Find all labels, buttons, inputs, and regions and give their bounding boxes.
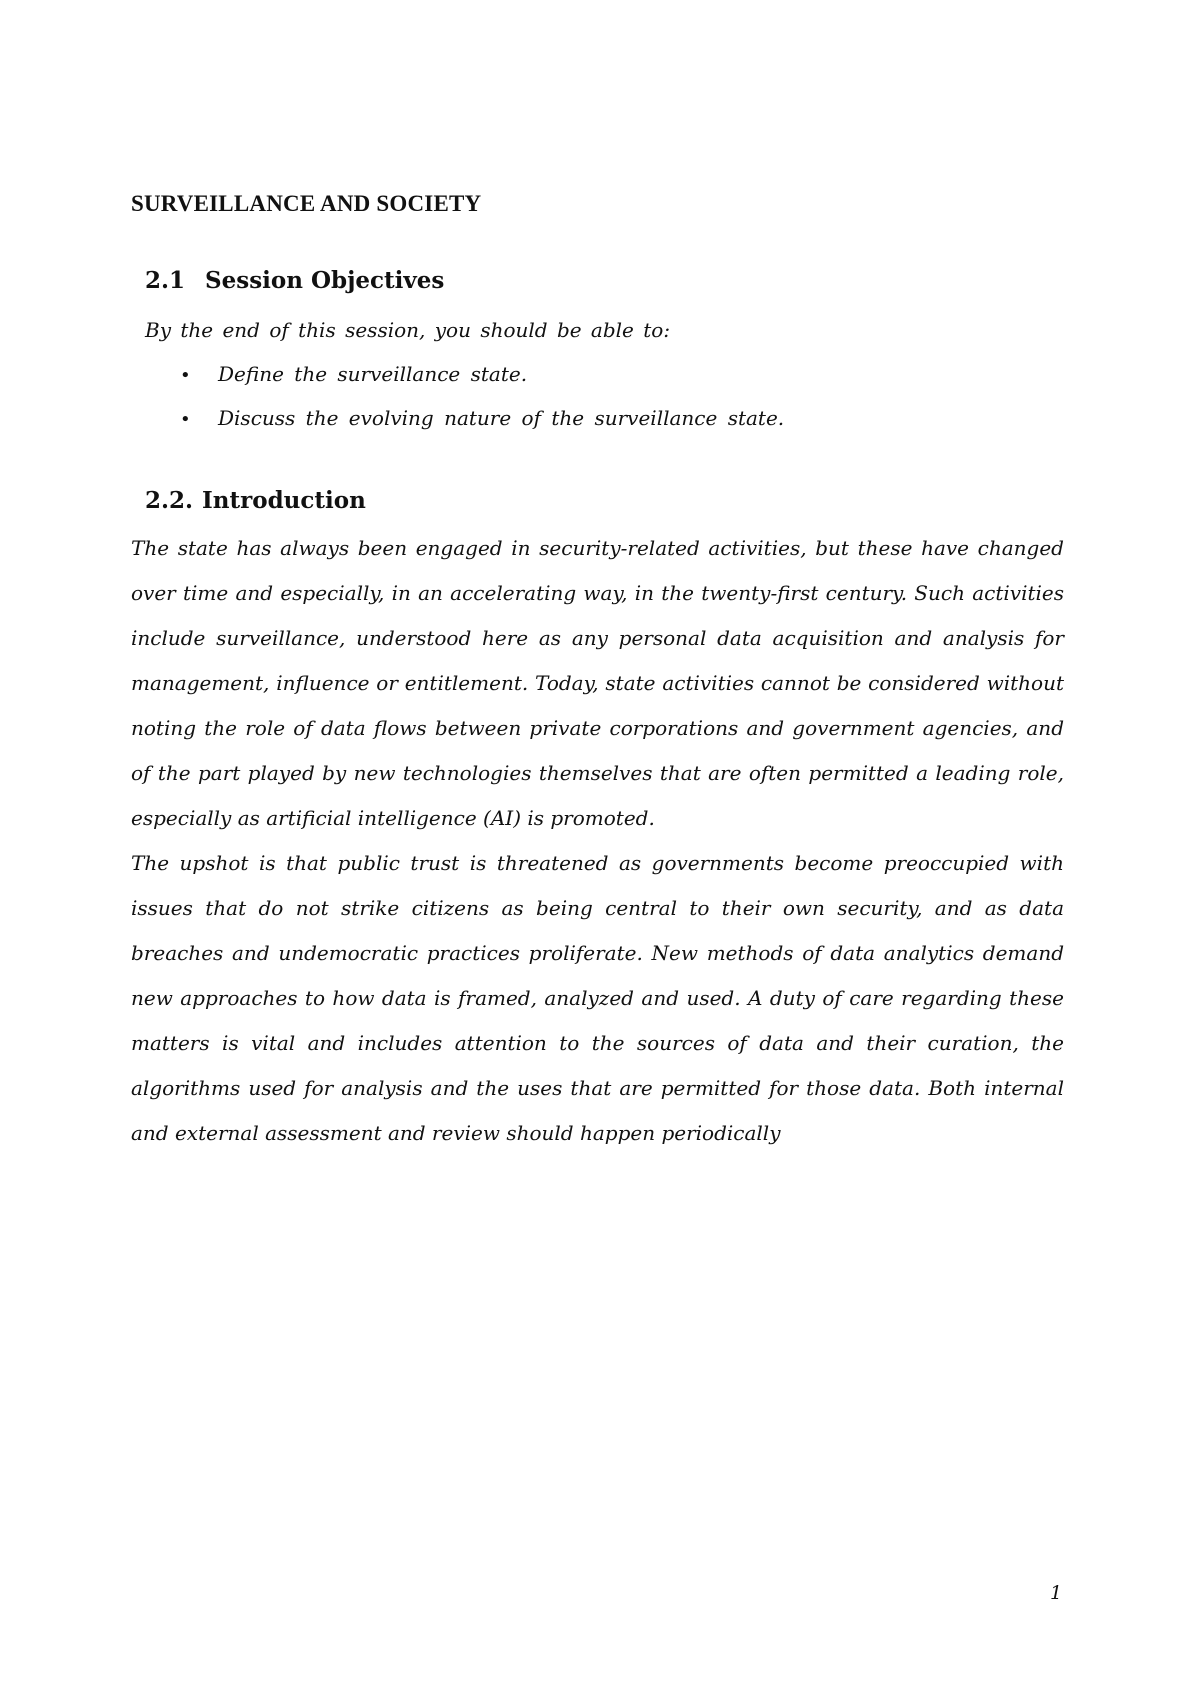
session-objectives-heading — [145, 267, 444, 294]
body-paragraph: The upshot is that public trust is threatened as governments become preoccupied with issues that do not strike citizens as being central to their own security, and as data breaches and undemocratic practices proliferate. New methods of data analytics demand new approaches to how data is framed, analyzed and used. A duty of care regarding these matters is vital and includes attention to the sources of data and their curation, the algorithms used for analysis and the uses that are permitted for those data. Both internal and external assessment and review should happen periodically — [131, 851, 1064, 1145]
document-title: SURVEILLANCE AND SOCIETY — [131, 191, 482, 216]
page-number: 1 — [1050, 1582, 1063, 1604]
objectives-intro: By the end of this session, you should be able to: — [145, 318, 671, 342]
section-title: Introduction — [202, 487, 366, 514]
section-number: 2.2. — [145, 487, 194, 514]
bullet-icon: • — [180, 409, 191, 430]
introduction-body — [131, 526, 1064, 1156]
introduction-heading — [145, 487, 366, 514]
objective-text: Discuss the evolving nature of the surveillance state. — [218, 406, 785, 430]
body-paragraph: The state has always been engaged in security-related activities, but these have changed over time and especially, in an accelerating way, in the twenty-first century. Such activities include surveillance, understood here as any personal data acquisition and analysis for management, influence or entitlement. Today, state activities cannot be considered without noting the role of data flows between private corporations and government agencies, and of the part played by new technologies themselves that are often permitted a leading role, especially as artificial intelligence (AI) is promoted. — [131, 536, 1064, 830]
section-number: 2.1 — [145, 267, 186, 294]
objective-item — [180, 362, 527, 386]
bullet-icon: • — [180, 365, 191, 386]
section-title: Session Objectives — [205, 267, 445, 294]
objective-text: Define the surveillance state. — [218, 362, 528, 386]
objective-item — [180, 406, 784, 430]
